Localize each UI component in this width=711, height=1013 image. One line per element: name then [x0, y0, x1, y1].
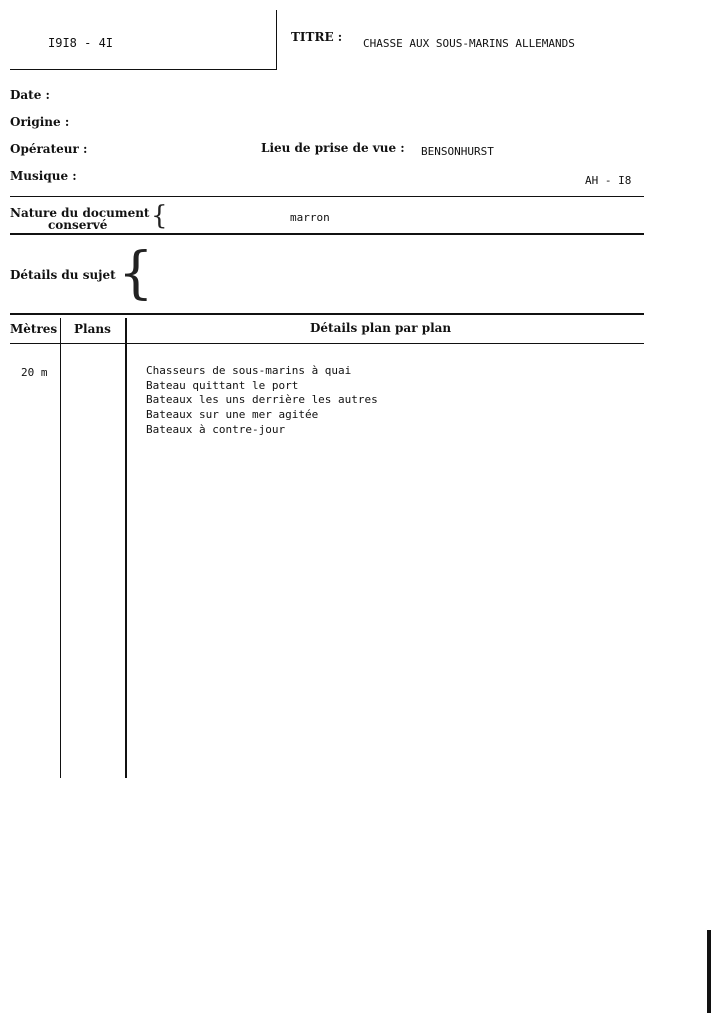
subject-divider — [10, 313, 644, 315]
header-box-right-line — [276, 10, 277, 70]
origin-label: Origine : — [10, 115, 70, 129]
details-column-rule — [125, 318, 127, 778]
list-item: Chasseurs de sous-marins à quai — [146, 364, 352, 377]
table-header-underline — [10, 343, 644, 344]
page-edge-mark — [707, 930, 711, 1013]
shot-list — [146, 364, 378, 437]
nature-label-line1: Nature du document — [10, 206, 150, 220]
fields-divider — [10, 196, 644, 197]
metres-header: Mètres — [10, 322, 58, 336]
plans-column-rule — [60, 318, 61, 778]
list-item: Bateaux sur une mer agitée — [146, 408, 319, 422]
operator-label: Opérateur : — [10, 142, 88, 156]
date-label: Date : — [10, 88, 50, 102]
nature-value: marron — [290, 211, 330, 224]
reference-number: I9I8 - 4I — [48, 36, 114, 50]
title-label: TITRE : — [291, 30, 343, 44]
subject-label: Détails du sujet — [10, 268, 116, 282]
title-value: CHASSE AUX SOUS-MARINS ALLEMANDS — [363, 37, 575, 50]
details-header: Détails plan par plan — [310, 321, 452, 335]
metres-value: 20 m — [21, 366, 48, 379]
header-box-bottom-line — [10, 69, 276, 70]
plans-header: Plans — [74, 322, 111, 336]
location-label: Lieu de prise de vue : — [261, 141, 405, 155]
list-item: Bateaux à contre-jour — [146, 422, 286, 436]
nature-label-line2: conservé — [48, 218, 108, 232]
music-label: Musique : — [10, 169, 77, 183]
archive-code: AH - I8 — [585, 174, 632, 187]
list-item: Bateau quittant le port — [146, 378, 299, 392]
nature-brace: { — [151, 201, 168, 231]
subject-brace: { — [118, 241, 154, 306]
location-value: BENSONHURST — [421, 145, 494, 158]
nature-divider — [10, 233, 644, 235]
list-item: Bateaux les uns derrière les autres — [146, 393, 378, 407]
